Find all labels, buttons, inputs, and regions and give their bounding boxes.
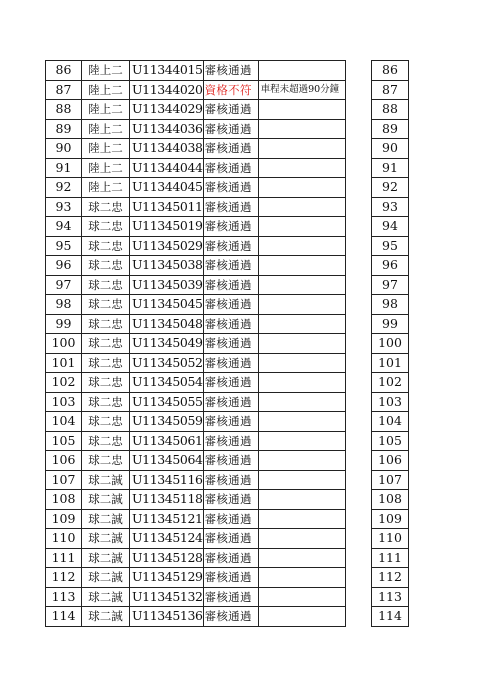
side-number-cell: 104 [372,412,409,432]
side-number-cell: 114 [372,607,409,627]
side-number-cell: 101 [372,353,409,373]
row-number-cell: 98 [46,295,82,315]
review-status-cell: 審核通過 [203,529,258,549]
side-number-cell: 100 [372,334,409,354]
table-row [372,529,409,549]
table-row [372,373,409,393]
table-row [372,119,409,139]
class-cell: 陸上二 [82,100,130,120]
class-cell: 球二忠 [82,451,130,471]
note-cell [258,334,345,354]
review-status-cell: 審核通過 [203,451,258,471]
side-number-cell: 96 [372,256,409,276]
class-cell: 球二誠 [82,529,130,549]
row-number-column-table [371,60,409,627]
table-row [372,548,409,568]
table-row [372,256,409,276]
class-cell: 球二忠 [82,275,130,295]
table-row [372,334,409,354]
table-row [372,568,409,588]
student-id-cell: U11345059 [130,412,204,432]
note-cell [258,236,345,256]
student-id-cell: U11344045 [130,178,204,198]
class-cell: 陸上二 [82,80,130,100]
review-status-cell: 審核通過 [203,61,258,81]
row-number-cell: 91 [46,158,82,178]
review-status-cell: 審核通過 [203,373,258,393]
table-row [372,314,409,334]
student-id-cell: U11345116 [130,470,204,490]
student-id-cell: U11345038 [130,256,204,276]
class-cell: 陸上二 [82,158,130,178]
table-row [46,587,346,607]
review-status-cell: 審核通過 [203,334,258,354]
review-status-cell: 審核通過 [203,470,258,490]
side-number-cell: 103 [372,392,409,412]
note-cell [258,158,345,178]
note-cell [258,509,345,529]
class-cell: 球二忠 [82,392,130,412]
table-row [46,470,346,490]
side-number-cell: 110 [372,529,409,549]
row-number-cell: 106 [46,451,82,471]
note-cell [258,275,345,295]
table-row [46,392,346,412]
row-number-cell: 94 [46,217,82,237]
review-status-cell: 審核通過 [203,509,258,529]
table-row [46,373,346,393]
side-number-cell: 113 [372,587,409,607]
class-cell: 球二忠 [82,334,130,354]
table-row [46,509,346,529]
table-row [372,80,409,100]
row-number-cell: 92 [46,178,82,198]
student-id-cell: U11345055 [130,392,204,412]
row-number-cell: 110 [46,529,82,549]
row-number-cell: 97 [46,275,82,295]
class-cell: 球二誠 [82,607,130,627]
row-number-cell: 93 [46,197,82,217]
table-row [372,490,409,510]
table-row [46,256,346,276]
student-id-cell: U11345064 [130,451,204,471]
row-number-cell: 86 [46,61,82,81]
student-id-cell: U11345029 [130,236,204,256]
side-number-cell: 89 [372,119,409,139]
class-cell: 球二誠 [82,490,130,510]
note-cell [258,470,345,490]
row-number-cell: 112 [46,568,82,588]
class-cell: 球二忠 [82,314,130,334]
row-number-cell: 89 [46,119,82,139]
class-cell: 陸上二 [82,119,130,139]
row-number-cell: 102 [46,373,82,393]
review-status-cell: 審核通過 [203,412,258,432]
class-cell: 陸上二 [82,61,130,81]
review-status-cell: 審核通過 [203,607,258,627]
student-id-cell: U11345045 [130,295,204,315]
table-row [372,158,409,178]
table-row [46,275,346,295]
review-status-cell: 審核通過 [203,314,258,334]
review-status-cell: 審核通過 [203,100,258,120]
table-row [46,178,346,198]
student-id-cell: U11344015 [130,61,204,81]
note-cell [258,431,345,451]
row-number-cell: 101 [46,353,82,373]
note-cell [258,392,345,412]
table-row [46,412,346,432]
side-number-cell: 91 [372,158,409,178]
student-id-cell: U11345132 [130,587,204,607]
table-row [46,158,346,178]
student-id-cell: U11345128 [130,548,204,568]
row-number-cell: 114 [46,607,82,627]
note-cell [258,607,345,627]
review-status-cell: 審核通過 [203,548,258,568]
side-number-cell: 107 [372,470,409,490]
row-number-cell: 95 [46,236,82,256]
review-status-cell: 審核通過 [203,490,258,510]
side-number-cell: 98 [372,295,409,315]
row-number-cell: 88 [46,100,82,120]
review-status-cell: 審核通過 [203,392,258,412]
review-status-cell: 審核通過 [203,353,258,373]
side-number-cell: 90 [372,139,409,159]
review-status-cell: 審核通過 [203,431,258,451]
student-id-cell: U11344029 [130,100,204,120]
row-number-cell: 87 [46,80,82,100]
table-row [372,100,409,120]
student-id-cell: U11345121 [130,509,204,529]
table-row [372,197,409,217]
class-cell: 球二忠 [82,217,130,237]
class-cell: 球二誠 [82,568,130,588]
side-number-cell: 112 [372,568,409,588]
review-status-cell: 資格不符 [203,80,258,100]
class-cell: 球二忠 [82,295,130,315]
row-number-cell: 105 [46,431,82,451]
table-row [46,236,346,256]
table-row [372,61,409,81]
row-number-cell: 103 [46,392,82,412]
student-id-cell: U11345049 [130,334,204,354]
table-row [372,295,409,315]
note-cell [258,139,345,159]
review-status-cell: 審核通過 [203,119,258,139]
note-cell [258,197,345,217]
table-row [46,197,346,217]
note-cell [258,587,345,607]
class-cell: 陸上二 [82,139,130,159]
row-number-cell: 100 [46,334,82,354]
note-cell [258,529,345,549]
side-number-cell: 95 [372,236,409,256]
row-number-cell: 99 [46,314,82,334]
table-row [46,529,346,549]
row-number-cell: 96 [46,256,82,276]
student-id-cell: U11344038 [130,139,204,159]
review-status-cell: 審核通過 [203,587,258,607]
table-row [46,431,346,451]
student-id-cell: U11344020 [130,80,204,100]
row-number-cell: 111 [46,548,82,568]
side-number-cell: 86 [372,61,409,81]
table-row [372,236,409,256]
side-number-cell: 111 [372,548,409,568]
review-status-cell: 審核通過 [203,178,258,198]
class-cell: 球二忠 [82,197,130,217]
student-id-cell: U11345124 [130,529,204,549]
row-number-cell: 90 [46,139,82,159]
student-id-cell: U11345136 [130,607,204,627]
side-number-cell: 102 [372,373,409,393]
student-id-cell: U11344036 [130,119,204,139]
table-row [372,139,409,159]
side-number-cell: 93 [372,197,409,217]
class-cell: 球二誠 [82,509,130,529]
table-row [46,295,346,315]
review-status-cell: 審核通過 [203,568,258,588]
review-status-cell: 審核通過 [203,275,258,295]
side-number-cell: 99 [372,314,409,334]
class-cell: 球二忠 [82,373,130,393]
note-cell [258,490,345,510]
note-cell [258,295,345,315]
review-status-cell: 審核通過 [203,197,258,217]
note-cell: 車程未超過90分鐘 [258,80,345,100]
student-id-cell: U11345039 [130,275,204,295]
note-cell [258,314,345,334]
class-cell: 球二忠 [82,412,130,432]
table-row [46,490,346,510]
side-number-cell: 97 [372,275,409,295]
review-results-body [46,61,346,627]
review-results-table [45,60,346,627]
row-number-cell: 109 [46,509,82,529]
side-number-cell: 87 [372,80,409,100]
table-row [372,607,409,627]
class-cell: 球二誠 [82,470,130,490]
student-id-cell: U11345061 [130,431,204,451]
class-cell: 球二忠 [82,431,130,451]
table-row [372,217,409,237]
side-number-cell: 94 [372,217,409,237]
review-status-cell: 審核通過 [203,217,258,237]
review-status-cell: 審核通過 [203,256,258,276]
table-row [372,509,409,529]
student-id-cell: U11345048 [130,314,204,334]
table-row [46,451,346,471]
row-number-cell: 108 [46,490,82,510]
table-row [46,568,346,588]
review-status-cell: 審核通過 [203,236,258,256]
student-id-cell: U11345054 [130,373,204,393]
class-cell: 球二忠 [82,256,130,276]
note-cell [258,451,345,471]
table-row [372,431,409,451]
student-id-cell: U11345129 [130,568,204,588]
class-cell: 球二誠 [82,548,130,568]
table-row [46,80,346,100]
table-row [46,217,346,237]
table-row [46,314,346,334]
table-row [372,412,409,432]
student-id-cell: U11344044 [130,158,204,178]
row-number-column-body [372,61,409,627]
student-id-cell: U11345011 [130,197,204,217]
note-cell [258,373,345,393]
table-row [46,139,346,159]
table-row [46,334,346,354]
student-id-cell: U11345118 [130,490,204,510]
note-cell [258,353,345,373]
class-cell: 球二忠 [82,353,130,373]
table-row [372,470,409,490]
row-number-cell: 107 [46,470,82,490]
note-cell [258,100,345,120]
class-cell: 陸上二 [82,178,130,198]
table-row [46,61,346,81]
side-number-cell: 88 [372,100,409,120]
side-number-cell: 109 [372,509,409,529]
review-status-cell: 審核通過 [203,139,258,159]
table-row [372,275,409,295]
table-row [372,451,409,471]
row-number-cell: 113 [46,587,82,607]
review-status-cell: 審核通過 [203,295,258,315]
note-cell [258,568,345,588]
review-status-cell: 審核通過 [203,158,258,178]
side-number-cell: 105 [372,431,409,451]
note-cell [258,119,345,139]
note-cell [258,412,345,432]
table-row [46,607,346,627]
row-number-cell: 104 [46,412,82,432]
student-id-cell: U11345019 [130,217,204,237]
note-cell [258,178,345,198]
table-row [46,548,346,568]
table-row [372,353,409,373]
note-cell [258,61,345,81]
note-cell [258,548,345,568]
note-cell [258,256,345,276]
table-row [46,353,346,373]
table-row [372,392,409,412]
side-number-cell: 92 [372,178,409,198]
table-row [372,587,409,607]
table-row [46,119,346,139]
side-number-cell: 106 [372,451,409,471]
table-row [372,178,409,198]
table-row [46,100,346,120]
note-cell [258,217,345,237]
student-id-cell: U11345052 [130,353,204,373]
side-number-cell: 108 [372,490,409,510]
class-cell: 球二誠 [82,587,130,607]
class-cell: 球二忠 [82,236,130,256]
